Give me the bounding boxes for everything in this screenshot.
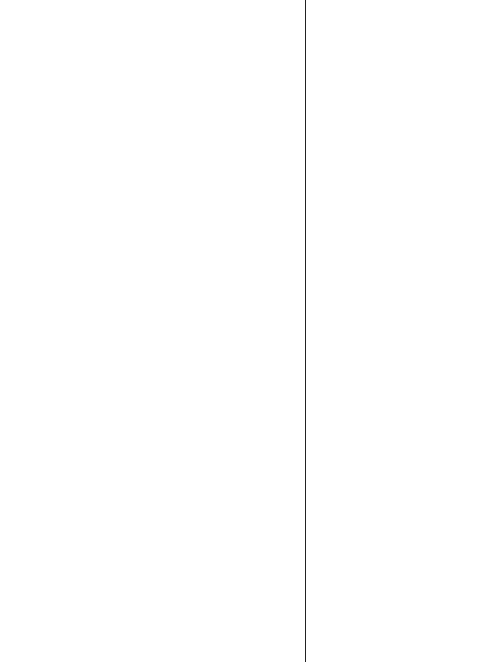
category-subtitle	[3, 31, 303, 52]
left-column	[3, 0, 303, 88]
column-divider	[305, 0, 306, 662]
region-title	[3, 62, 303, 88]
category-title	[3, 10, 303, 31]
